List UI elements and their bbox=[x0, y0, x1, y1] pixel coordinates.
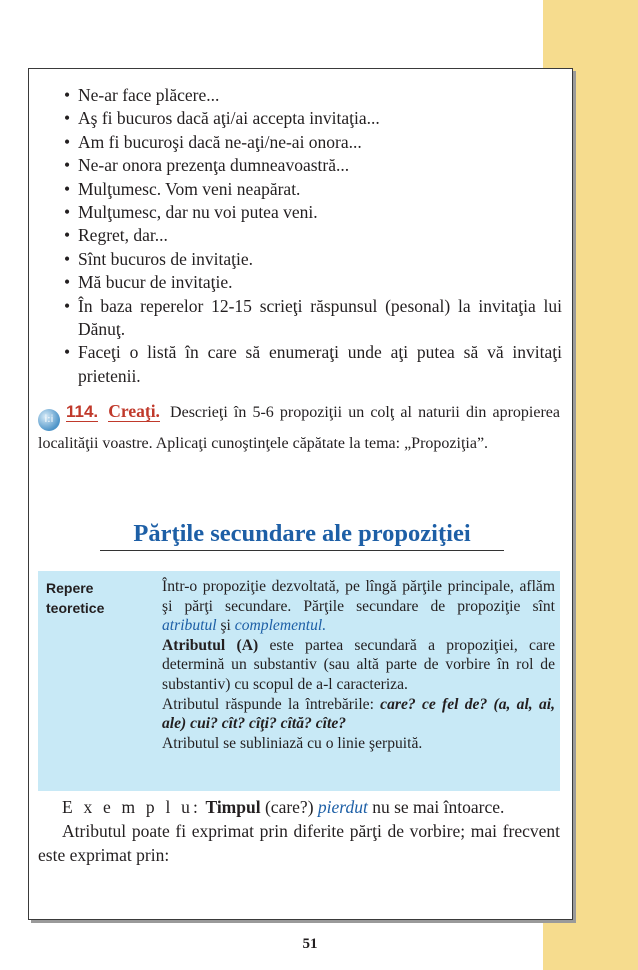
example-attribute: pierdut bbox=[317, 797, 368, 817]
list-item: • Ne-ar face plăcere... bbox=[64, 84, 562, 107]
term-complement: complementul. bbox=[234, 617, 327, 635]
list-item: • Aş fi bucuros dacă aţi/ai accepta invitaţia... bbox=[64, 107, 562, 130]
theory-text: şi bbox=[216, 617, 235, 635]
section-title: Părţile secundare ale propoziţiei bbox=[100, 518, 504, 551]
exercise-text: Descrieţi în 5-6 propoziţii un colţ al naturii din apropierea localităţii voastre. Aplicaţi cunoştinţele căpătate la tema: „Propoziţia”. bbox=[38, 404, 560, 452]
pair-work-icon: i:i bbox=[38, 409, 60, 431]
example-label: E x e m p l u: bbox=[62, 797, 202, 817]
list-item: • Mulţumesc. Vom veni neapărat. bbox=[64, 178, 562, 201]
term-atributul-a: Atributul (A) bbox=[162, 636, 259, 654]
theory-text: Într-o propoziţie dezvoltată, pe lîngă părţile principale, aflăm şi părţi secundare. Părţile secundare de propoziţie sînt bbox=[162, 578, 555, 615]
example-word: Timpul bbox=[205, 797, 261, 817]
example-line bbox=[38, 795, 560, 819]
exercise-number: 114. bbox=[66, 402, 99, 421]
theory-paragraph bbox=[162, 636, 555, 695]
theory-label: Repere teoretice bbox=[46, 580, 105, 616]
list-item: • Mă bucur de invitaţie. bbox=[64, 271, 562, 294]
term-atribut: atributul bbox=[162, 617, 217, 635]
list-item: • Faceţi o listă în care să enumeraţi unde aţi putea să vă invitaţi prietenii. bbox=[64, 341, 562, 388]
list-item: • În baza reperelor 12-15 scrieţi răspunsul (pesonal) la invitaţia lui Dănuţ. bbox=[64, 295, 562, 342]
example-rest: nu se mai întoarce. bbox=[367, 797, 505, 817]
list-item: • Ne-ar onora prezenţa dumneavoastră... bbox=[64, 154, 562, 177]
list-item: • Sînt bucuros de invitaţie. bbox=[64, 248, 562, 271]
example-section bbox=[38, 795, 560, 867]
page-number: 51 bbox=[302, 936, 318, 952]
theory-paragraph bbox=[162, 577, 555, 636]
attribute-questions: care? ce fel de? (a, al, ai, ale) cui? cît? cîţi? cîtă? cîte? bbox=[162, 695, 555, 733]
theory-box bbox=[38, 571, 560, 791]
phrase-list bbox=[64, 84, 562, 388]
theory-paragraph bbox=[162, 695, 555, 734]
theory-text: este partea secundară a propoziţiei, care determină un substantiv (sau altă parte de vorbire în rol de substantiv) cu scopul de a-l caracteriza. bbox=[162, 636, 555, 693]
list-item: • Mulţumesc, dar nu voi putea veni. bbox=[64, 201, 562, 224]
exercise-114 bbox=[38, 399, 560, 456]
exercise-command: Creaţi. bbox=[108, 401, 160, 421]
theory-body bbox=[162, 577, 555, 753]
list-item: • Regret, dar... bbox=[64, 224, 562, 247]
theory-paragraph: Atributul se subliniază cu o linie şerpuită. bbox=[162, 734, 423, 752]
example-question: (care?) bbox=[260, 797, 318, 817]
theory-text: Atributul răspunde la întrebările: bbox=[162, 695, 381, 713]
list-item: • Am fi bucuroşi dacă ne-aţi/ne-ai onora... bbox=[64, 131, 562, 154]
example-paragraph: Atributul poate fi exprimat prin diferite părţi de vorbire; mai frecvent este exprimat prin: bbox=[38, 821, 560, 865]
